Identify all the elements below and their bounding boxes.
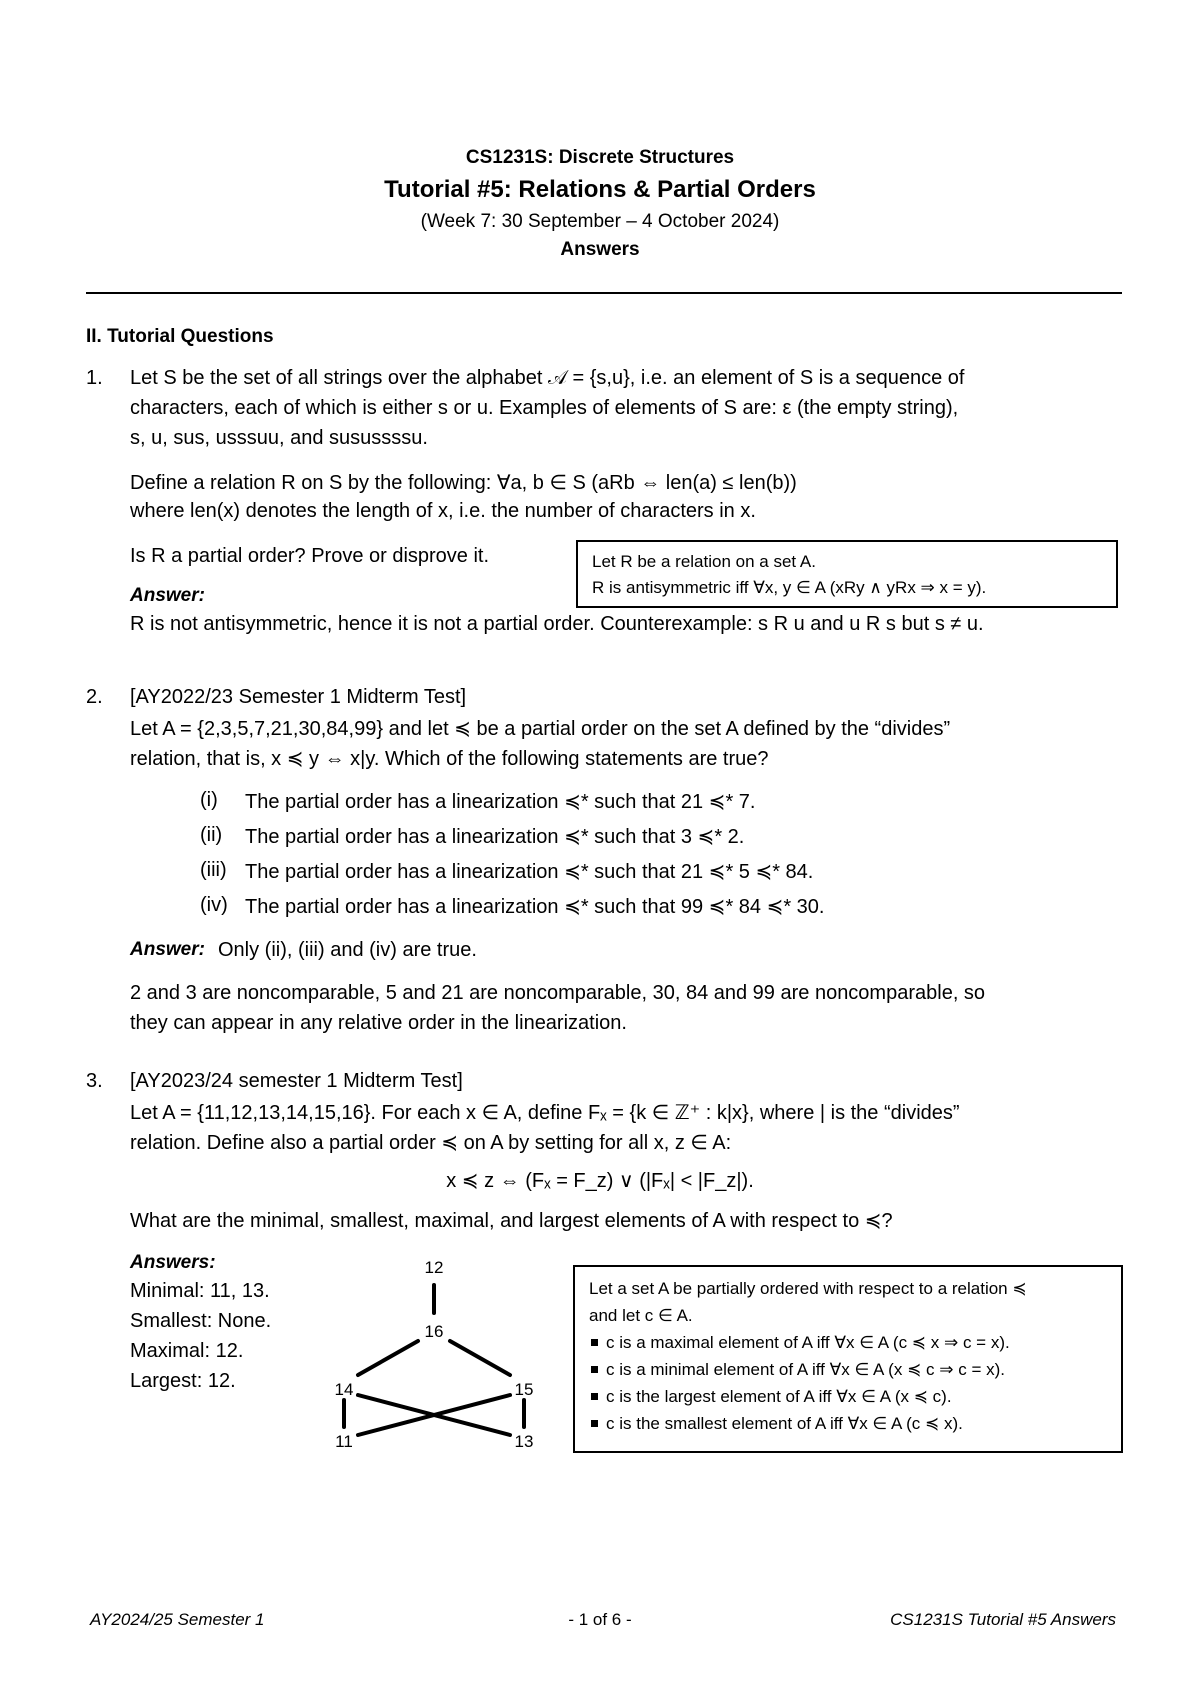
q2-item-label: (ii) [200,824,223,846]
q3-minimal: Minimal: 11, 13. [130,1280,270,1302]
hasse-diagram [300,1255,560,1475]
q1-definition-line2: where len(x) denotes the length of x, i.e. the number of characters in x. [130,500,756,522]
q2-explanation-line1: 2 and 3 are noncomparable, 5 and 21 are noncomparable, 30, 84 and 99 are noncomparable, so [130,982,986,1004]
bullet-icon [591,1420,598,1427]
edge-16-15 [450,1341,510,1375]
q1-line3: s, u, sus, usssuu, and susussssu. [130,427,428,449]
q1-box-line2: R is antisymmetric iff ∀x, y ∈ A (xRy ∧ yRx ⇒ x = y). [592,578,987,597]
q2-answer-label: Answer: [130,939,205,960]
q2-item-text: The partial order has a linearization ≼* such that 21 ≼* 5 ≼* 84. [245,861,814,883]
q3-formula: x ≼ z ⇔ (Fₓ = F_z) ∨ (|Fₓ| < |F_z|). [446,1170,754,1192]
q3-box-bullet: c is a maximal element of A iff ∀x ∈ A (c ≼ x ⇒ c = x). [589,1333,1010,1353]
q1-line1: Let S be the set of all strings over the alphabet 𝒜 = {s,u}, i.e. an element of S is a sequence of [130,367,965,389]
q3-smallest: Smallest: None. [130,1310,272,1332]
q2-number: 2. [86,686,103,708]
node-11: 11 [335,1432,353,1451]
node-13: 13 [514,1432,534,1451]
node-15: 15 [514,1380,534,1399]
partial-order-definition-box [573,1265,1123,1453]
q1-question: Is R a partial order? Prove or disprove it. [130,545,490,567]
q3-maximal: Maximal: 12. [130,1340,244,1362]
bullet-icon [591,1366,598,1373]
q1-box-line1: Let R be a relation on a set A. [592,552,816,571]
antisymmetric-definition-box [576,540,1118,608]
week-label: (Week 7: 30 September – 4 October 2024) [420,211,780,232]
section-title: II. Tutorial Questions [86,326,274,347]
bullet-icon [591,1393,598,1400]
q3-box-bullet: c is a minimal element of A iff ∀x ∈ A (x ≼ c ⇒ c = x). [589,1360,1005,1380]
tutorial-title: Tutorial #5: Relations & Partial Orders [384,176,816,203]
node-12: 12 [424,1258,444,1277]
node-16: 16 [424,1322,444,1341]
course-title: CS1231S: Discrete Structures [465,147,735,168]
q3-box-line1: Let a set A be partially ordered with respect to a relation ≼ [589,1279,1027,1298]
q2-item-label: (i) [200,789,218,811]
q2-item-text: The partial order has a linearization ≼* such that 3 ≼* 2. [245,826,745,848]
q3-answers-label: Answers: [130,1252,216,1273]
q2-item-label: (iii) [200,859,227,881]
q3-line2: relation. Define also a partial order ≼ on A by setting for all x, z ∈ A: [130,1132,732,1154]
q1-line2: characters, each of which is either s or u. Examples of elements of S are: ε (the empty string), [130,397,959,419]
node-14: 14 [334,1380,354,1399]
answers-subtitle: Answers [560,239,640,260]
q1-definition-line1: Define a relation R on S by the following: ∀a, b ∈ S (aRb ⇔ len(a) ≤ len(b)) [130,472,797,494]
footer-page-number: - 1 of 6 - [568,1610,632,1629]
footer-right: CS1231S Tutorial #5 Answers [890,1610,1116,1629]
q3-question: What are the minimal, smallest, maximal, and largest elements of A with respect to ≼? [130,1210,893,1232]
q1-number: 1. [86,367,103,389]
q1-answer-text: R is not antisymmetric, hence it is not a partial order. Counterexample: s R u and u R s but s ≠ u. [130,613,984,635]
edge-16-14 [358,1341,418,1375]
q2-answer-text: Only (ii), (iii) and (iv) are true. [218,939,477,961]
q3-source: [AY2023/24 semester 1 Midterm Test] [130,1070,463,1092]
q2-explanation-line2: they can appear in any relative order in the linearization. [130,1012,627,1034]
header-divider [86,292,1122,294]
q3-largest: Largest: 12. [130,1370,236,1392]
q3-box-bullet: c is the smallest element of A iff ∀x ∈ A (c ≼ x). [589,1414,963,1434]
q2-item-label: (iv) [200,894,228,916]
q3-line1: Let A = {11,12,13,14,15,16}. For each x ∈ A, define Fₓ = {k ∈ ℤ⁺ : k|x}, where | is the “divides” [130,1102,960,1124]
q2-source: [AY2022/23 Semester 1 Midterm Test] [130,686,467,708]
q2-item-text: The partial order has a linearization ≼* such that 99 ≼* 84 ≼* 30. [245,896,825,918]
q2-line1: Let A = {2,3,5,7,21,30,84,99} and let ≼ be a partial order on the set A defined by the “divides” [130,718,951,740]
q2-item-text: The partial order has a linearization ≼* such that 21 ≼* 7. [245,791,756,813]
q3-number: 3. [86,1070,103,1092]
footer-left: AY2024/25 Semester 1 [90,1610,265,1629]
q2-line2: relation, that is, x ≼ y ⇔ x|y. Which of the following statements are true? [130,748,769,770]
q1-answer-label: Answer: [130,585,205,606]
q3-box-line2: and let c ∈ A. [589,1306,693,1325]
q3-box-bullet: c is the largest element of A iff ∀x ∈ A (x ≼ c). [589,1387,952,1407]
bullet-icon [591,1339,598,1346]
